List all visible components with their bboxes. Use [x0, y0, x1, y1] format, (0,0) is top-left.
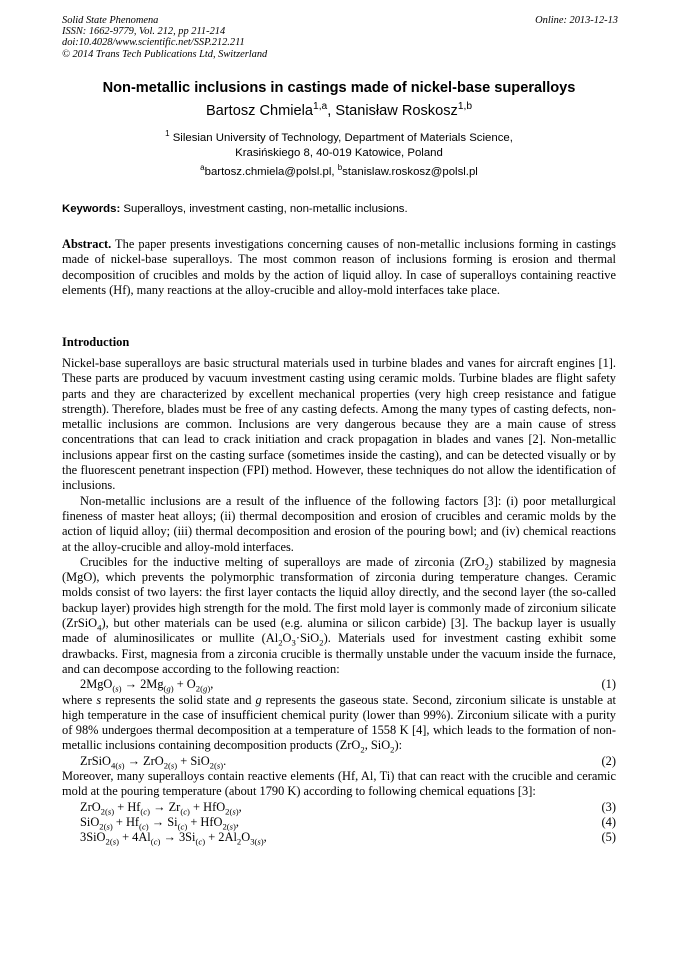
equation-5: $3SiO_{2(s)} + 4Al_{(c)} \to 3Si_{(c)} + 2Al_2O_{3(s)}$, (5) — [80, 830, 616, 847]
equation-4: $SiO_{2(s)} + Hf_{(c)} \to Si_{(c)} + HfO_{2(s)}$, (4) — [80, 814, 616, 832]
keywords — [62, 203, 616, 215]
journal-name: Solid State Phenomena — [62, 15, 159, 26]
equation-number: (5) — [601, 830, 616, 845]
equation-number: (1) — [601, 677, 616, 692]
body-text — [62, 356, 616, 846]
author-affil-mark: 1,b — [457, 101, 473, 113]
equation-number: (3) — [601, 799, 616, 814]
author-name: Bartosz Chmiela — [205, 103, 314, 119]
paragraph: Non-metallic inclusions are a result of the influence of the following factors [3]: (i) poor metallurgical fineness of master heat alloys; (ii) thermal decomposition and erosion of crucibles and ceramic molds by the action of liquid alloy; (iii) thermal decomposition and erosion of the pouring bowl; and (iv) chemical reactions at the alloy-crucible and alloy-mold interfaces. — [62, 493, 616, 554]
journal-copyright: © 2014 Trans Tech Publications Ltd, Switzerland — [62, 48, 268, 60]
affil-line: Silesian University of Technology, Department of Materials Science, — [169, 132, 513, 144]
affil-mark: 1 — [165, 129, 170, 139]
author-name: Stanisław Roskosz — [335, 103, 458, 119]
email-mark: b — [337, 163, 343, 173]
email-text: stanislaw.roskosz@polsl.pl — [342, 166, 478, 178]
email-mark: a — [200, 163, 205, 173]
paragraph: Crucibles for the inductive melting of superalloys are made of zirconia (ZrO$_2$) stabilized by magnesia (MgO), which prevents the polymorphic transformation of zirconia during temperature changes. Ceramic molds consist of two layers: the first layer contacts the liquid alloy directly, and the second layer (the so-called backup layer) provides high strength for the mold. The first mold layer is commonly made of zirconium silicate (ZrSiO$_4$), but other materials can be used (e.g. alumina or silicon carbide) [3]. The backup layer is usually made of aluminosilicates or mullite $(Al_2O_3\cdot SiO_2)$. Materials used for investment casting exhibit some drawbacks. First, magnesia from a zirconia crucible is thermally unstable under the vacuum inside the furnace, and can decompose according to the following reaction: — [62, 554, 616, 676]
equation-number: (4) — [601, 814, 616, 829]
email-text: bartosz.chmiela@polsl.pl, — [204, 166, 338, 178]
paragraph: Nickel-base superalloys are basic structural materials used in turbine blades and vanes for aircraft engines [1]. These parts are produced by vacuum investment casting using ceramic molds. Turbine blades are flight safety parts and they are characterized by excellent mechanical properties (very high creep resistance and fatigue strength). Therefore, blades must be free of any casting defects. Among the many types of casting defects, non-metallic inclusions are common. Inclusions are very dangerous because they are a main cause of stress concentrations that can lead to crack initiation and crack propagation in blades and vanes [2]. Non-metallic inclusions appear first on the casting surface (sometimes inside the casting), and can be detected visually or by the fluorescent penetrant inspection (FPI) method. However, these techniques do not allow the identification of inclusions. — [62, 356, 616, 493]
author-affil-mark: 1,a — [313, 101, 328, 113]
abstract-text: The paper presents investigations concerning causes of non-metallic inclusions forming in castings made of nickel-base superalloys. The most common reason of inclusions forming is erosion and thermal decomposition of crucibles and molds by the action of liquid alloy. In case of superalloys containing reactive elements (Hf), many reactions at the alloy-crucible and alloy-mold interfaces take place. — [62, 237, 616, 297]
equation-number: (2) — [601, 753, 616, 768]
journal-issn: ISSN: 1662-9779, Vol. 212, pp 211-214 — [62, 26, 226, 38]
paper-title: Non-metallic inclusions in castings made of nickel-base superalloys — [102, 80, 576, 96]
equation-1: $2MgO_{(s)} \to 2Mg_{(g)} + O_{2(g)}$, (1) — [80, 677, 616, 694]
author-separator: , — [327, 103, 336, 119]
abstract — [62, 237, 616, 298]
paragraph: Moreover, many superalloys contain reactive elements (Hf, Al, Ti) that can react with the crucible and ceramic mold at the pouring temperature (about 1790 K) according to following chemical equations [3]: — [62, 769, 616, 799]
section-heading: Introduction — [62, 335, 130, 349]
equation-3: $ZrO_{2(s)} + Hf_{(c)} \to Zr_{(c)} + HfO_{2(s)}$, (3) — [80, 799, 616, 817]
author-emails — [62, 163, 616, 178]
journal-doi: doi:10.4028/www.scientific.net/SSP.212.211 — [62, 37, 245, 49]
keywords-text: Superalloys, investment casting, non-metallic inclusions. — [120, 203, 408, 215]
author-list — [62, 103, 616, 119]
abstract-label: Abstract. — [62, 237, 112, 251]
paragraph: where s represents the solid state and g represents the gaseous state. Second, zirconium silicate is unstable at high temperature in the case of insufficient chemical purity (lower than 99%). Zirconium silicate with a purity of 98% undergoes thermal decomposition at a temperature of 1558 K [4], which leads to the formation of non-metallic inclusions containing decomposition products (ZrO$_2$, SiO$_2$): — [62, 692, 616, 755]
journal-header — [62, 15, 618, 60]
affiliation — [62, 131, 616, 161]
affil-line: Krasińskiego 8, 40-019 Katowice, Poland — [235, 146, 443, 159]
online-date: Online: 2013-12-13 — [535, 15, 618, 26]
keywords-label: Keywords: — [62, 203, 121, 215]
equation-2: ZrSiO$_{4(s)}$ → ZrO$_{2(s)}$ + SiO$_{2(s)}$. (2) — [80, 753, 616, 771]
